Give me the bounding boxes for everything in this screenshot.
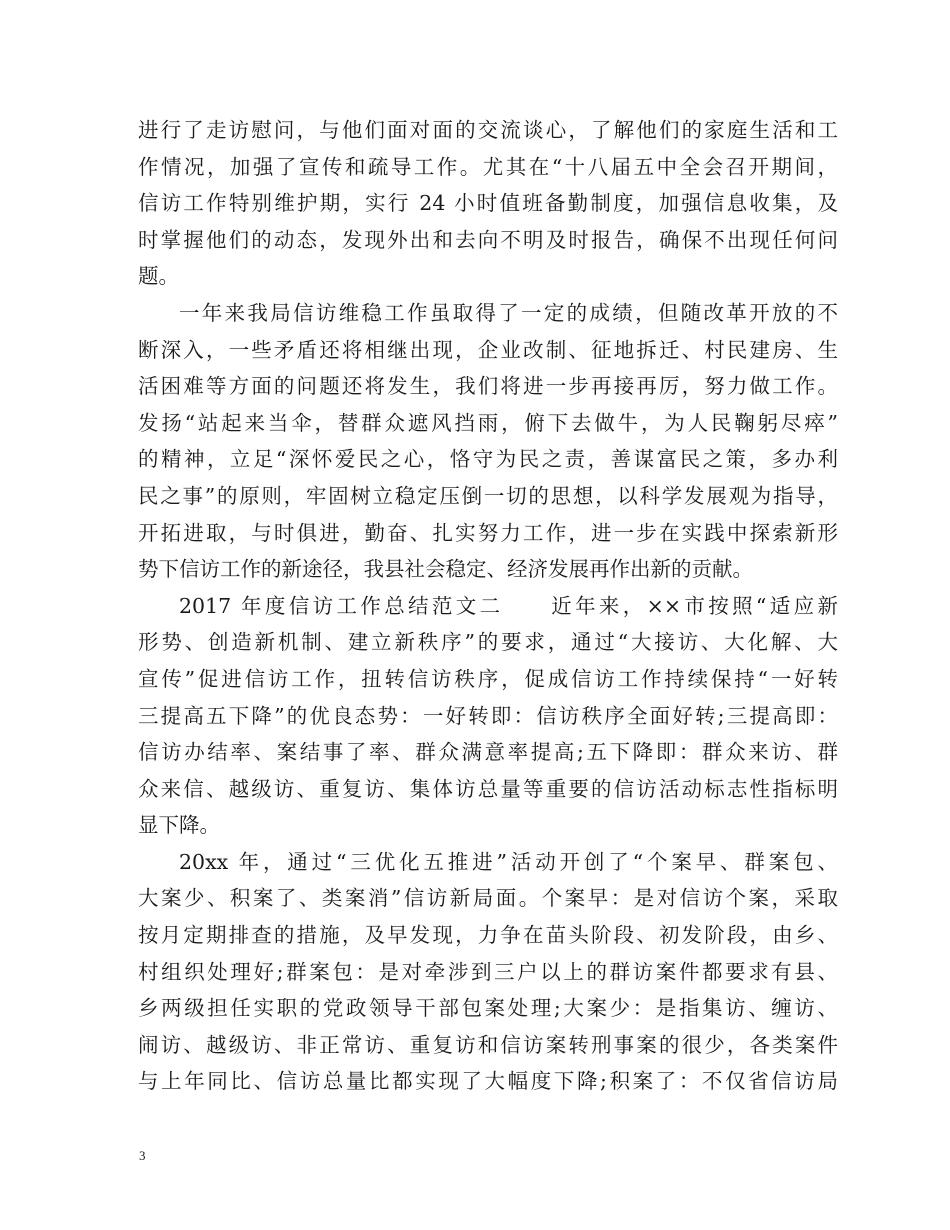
body-text [138,112,838,1100]
text-line: 显下降。 [138,813,220,838]
text-line: 开拓进取，与时俱进，勤奋、扎实努力工作，进一步在实践中探索新形 [138,520,838,545]
text-line: 进行了走访慰问，与他们面对面的交流谈心，了解他们的家庭生活和工 [138,118,838,142]
text-line: 20xx 年，通过“三优化五推进”活动开创了“个案早、群案包、 [179,849,838,874]
text-line: 时掌握他们的动态，发现外出和去向不明及时报告，确保不出现任何问 [138,227,838,252]
text-line: 村组织处理好;群案包：是对牵涉到三户以上的群访案件都要求有县、 [138,959,838,984]
text-line: 题。 [138,264,179,289]
text-line: 的精神，立足“深怀爱民之心，恪守为民之责，善谋富民之策，多办利 [138,447,838,472]
text-line: 信访办结率、案结事了率、群众满意率提高;五下降即：群众来访、群 [138,740,838,765]
text-line: 信访工作特别维护期，实行 24 小时值班备勤制度，加强信息收集，及 [138,191,838,216]
text-line: 活困难等方面的问题还将发生，我们将进一步再接再厉，努力做工作。 [138,374,838,399]
text-line: 发扬“站起来当伞，替群众遮风挡雨，俯下去做牛，为人民鞠躬尽瘁” [138,410,838,435]
text-line: 2017 年度信访工作总结范文二 近年来，××市按照“适应新 [179,593,838,618]
text-line: 众来信、越级访、重复访、集体访总量等重要的信访活动标志性指标明 [138,776,838,801]
text-line: 闹访、越级访、非正常访、重复访和信访案转刑事案的很少，各类案件 [138,1032,838,1057]
text-line: 断深入，一些矛盾还将相继出现，企业改制、征地拆迁、村民建房、生 [138,337,838,362]
text-line: 大案少、积案了、类案消”信访新局面。个案早：是对信访个案，采取 [138,886,838,911]
text-line: 宣传”促进信访工作，扭转信访秩序，促成信访工作持续保持“一好转 [138,666,838,691]
text-line: 按月定期排查的措施，及早发现，力争在苗头阶段、初发阶段，由乡、 [138,923,838,948]
text-line: 乡两级担任实职的党政领导干部包案处理;大案少：是指集访、缠访、 [138,996,838,1021]
text-line: 形势、创造新机制、建立新秩序”的要求，通过“大接访、大化解、大 [138,630,838,655]
text-line: 作情况，加强了宣传和疏导工作。尤其在“十八届五中全会召开期间， [138,154,838,179]
text-line: 势下信访工作的新途径，我县社会稳定、经济发展再作出新的贡献。 [138,557,753,582]
page-number: 3 [139,1148,146,1163]
text-line: 三提高五下降”的优良态势：一好转即：信访秩序全面好转;三提高即： [138,703,838,728]
text-line: 一年来我局信访维稳工作虽取得了一定的成绩，但随改革开放的不 [179,300,838,325]
text-line: 民之事”的原则，牢固树立稳定压倒一切的思想，以科学发展观为指导， [138,483,838,508]
text-line: 与上年同比、信访总量比都实现了大幅度下降;积案了：不仅省信访局 [138,1069,838,1094]
